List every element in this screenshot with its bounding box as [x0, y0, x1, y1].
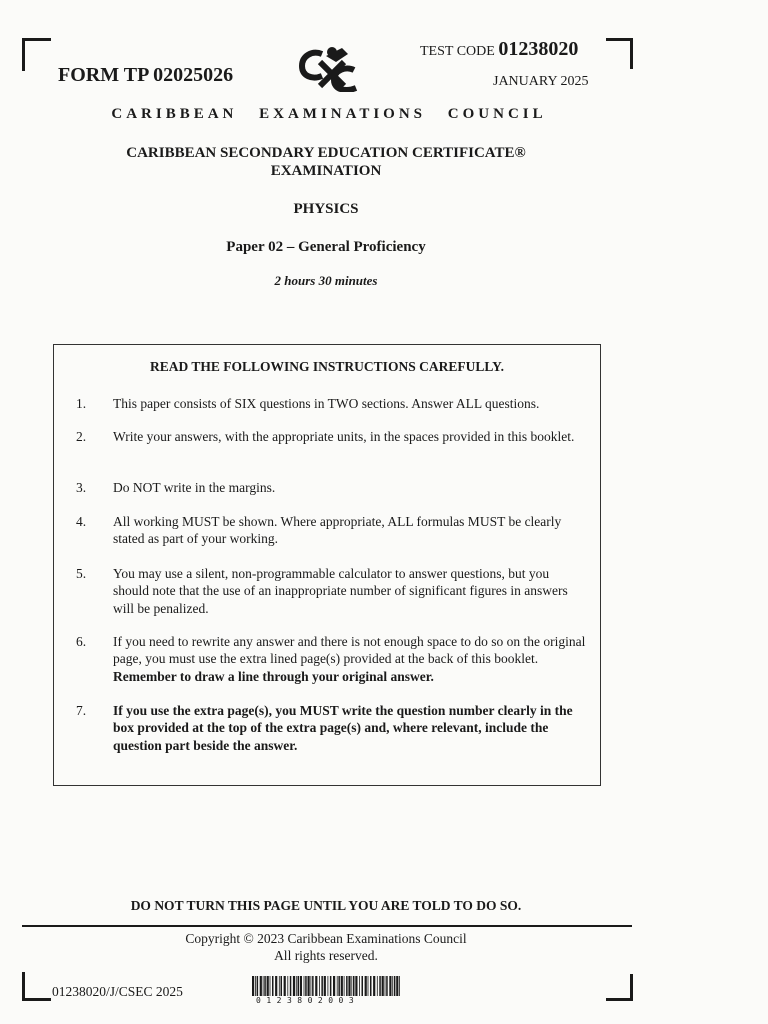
instruction-number: 5. [76, 566, 87, 581]
paper-code: 01238020/J/CSEC 2025 [52, 984, 183, 999]
barcode-bar [304, 976, 305, 996]
instruction-number: 4. [76, 514, 87, 529]
barcode-bar [296, 976, 297, 996]
instruction-text: You may use a silent, non-programmable calculator to answer questions, but you should note that the use of an inappropriate number of significant figures in answers will be penalized. [113, 566, 568, 616]
barcode-digits: 0123802003 [256, 996, 360, 1005]
barcode-bar [324, 976, 326, 996]
barcode-bar [270, 976, 271, 996]
barcode-bar [257, 976, 259, 996]
do-not-turn-warning: DO NOT TURN THIS PAGE UNTIL YOU ARE TOLD TO DO SO. [130, 898, 522, 913]
barcode-bar [359, 976, 360, 996]
instruction-number: 6. [76, 634, 87, 649]
test-code-label: TEST CODE [420, 44, 495, 59]
instruction-item [76, 428, 586, 445]
instruction-text-bold: Remember to draw a line through your original answer. [113, 668, 434, 684]
barcode-bar [319, 976, 320, 996]
barcode-bar [333, 976, 335, 996]
barcode-bar [255, 976, 256, 996]
barcode-bar [315, 976, 317, 996]
barcode-bar [260, 976, 262, 996]
crop-mark-bottom-right [606, 974, 633, 1001]
barcode-bar [396, 976, 398, 996]
barcode-bar [263, 976, 264, 996]
barcode-bar [353, 976, 355, 996]
barcode-bar [368, 976, 369, 996]
instruction-text: This paper consists of SIX questions in TWO sections. Answer ALL questions. [113, 396, 540, 411]
crop-mark-top-right [606, 38, 633, 69]
barcode-bar [328, 976, 329, 996]
barcode-bar [284, 976, 286, 996]
exam-title-line1: CARIBBEAN SECONDARY EDUCATION CERTIFICATE® [126, 145, 526, 161]
barcode-bar [348, 976, 350, 996]
barcode-bar [370, 976, 372, 996]
barcode-bar [290, 976, 292, 996]
svg-text:CXC: CXC [296, 44, 299, 45]
barcode-bar [311, 976, 312, 996]
exam-duration: 2 hours 30 minutes [274, 273, 378, 288]
form-number: FORM TP 02025026 [58, 64, 234, 86]
barcode-bar [275, 976, 277, 996]
instruction-text-plain: If you need to rewrite any answer and there is not enough space to do so on the original page, you must use the extra lined page(s) provided at the back of this booklet. [113, 634, 586, 667]
instruction-text: Do NOT write in the margins. [113, 480, 276, 495]
instructions-heading: READ THE FOLLOWING INSTRUCTIONS CAREFULLY. [150, 359, 504, 374]
barcode-bar [341, 976, 343, 996]
barcode-bar [330, 976, 332, 996]
barcode-bar [279, 976, 280, 996]
barcode-bar [365, 976, 367, 996]
barcode-bar [351, 976, 352, 996]
barcode-bar [305, 976, 307, 996]
instruction-item [76, 513, 586, 548]
instruction-text: All working MUST be shown. Where appropriate, ALL formulas MUST be clearly stated as part of your working. [113, 514, 562, 547]
instruction-number: 3. [76, 480, 87, 495]
barcode-bar [267, 976, 269, 996]
barcode-bar [272, 976, 274, 996]
exam-date: JANUARY 2025 [493, 74, 589, 89]
barcode-bar [392, 976, 393, 996]
barcode-bar [394, 976, 396, 996]
barcode-bar [373, 976, 375, 996]
instruction-number: 1. [76, 396, 87, 411]
instruction-text: Write your answers, with the appropriate units, in the spaces provided in this booklet. [113, 429, 575, 444]
cxc-logo [296, 44, 360, 92]
barcode-bar [312, 976, 314, 996]
barcode-bar [386, 976, 388, 996]
barcode-bar [252, 976, 254, 996]
barcode-bar [382, 976, 384, 996]
barcode-bar [337, 976, 338, 996]
barcode-bar [346, 976, 348, 996]
instruction-number: 2. [76, 429, 87, 444]
crop-mark-top-left [22, 38, 51, 71]
instruction-text-bold: If you use the extra page(s), you MUST write the question number clearly in the box provided at the top of the extra page(s) and, where relevant, include the question part beside the answer. [113, 703, 573, 753]
barcode-bar [293, 976, 295, 996]
subject-title: PHYSICS [293, 201, 359, 217]
barcode-bar [308, 976, 310, 996]
barcode-bar [355, 976, 357, 996]
instructions-box [53, 344, 601, 786]
barcode-bar [338, 976, 340, 996]
barcode [252, 976, 402, 996]
test-code-number: 01238020 [498, 38, 579, 60]
paper-title: Paper 02 – General Proficiency [226, 239, 426, 255]
instruction-item [76, 395, 586, 412]
exam-title-line2: EXAMINATION [270, 163, 382, 179]
barcode-bar [362, 976, 364, 996]
barcode-bar [298, 976, 300, 996]
barcode-bar [344, 976, 345, 996]
council-name: CARIBBEAN EXAMINATIONS COUNCIL [111, 106, 547, 122]
barcode-bar [399, 976, 400, 996]
barcode-bar [264, 976, 266, 996]
barcode-bar [385, 976, 386, 996]
barcode-bar [389, 976, 391, 996]
instruction-text [113, 633, 586, 685]
instruction-item [76, 702, 586, 754]
barcode-bar [321, 976, 323, 996]
rights-notice: All rights reserved. [274, 948, 378, 963]
crop-mark-bottom-left [22, 972, 51, 1001]
barcode-bar [287, 976, 288, 996]
barcode-bar [281, 976, 283, 996]
barcode-bar [377, 976, 378, 996]
barcode-bar [379, 976, 381, 996]
instruction-item [76, 565, 586, 617]
instruction-item [76, 479, 586, 496]
copyright-notice: Copyright © 2023 Caribbean Examinations Council [185, 931, 467, 946]
instruction-item [76, 633, 586, 685]
footer-divider [22, 925, 632, 927]
instruction-number: 7. [76, 703, 87, 718]
test-code [420, 38, 578, 61]
barcode-bar [300, 976, 302, 996]
